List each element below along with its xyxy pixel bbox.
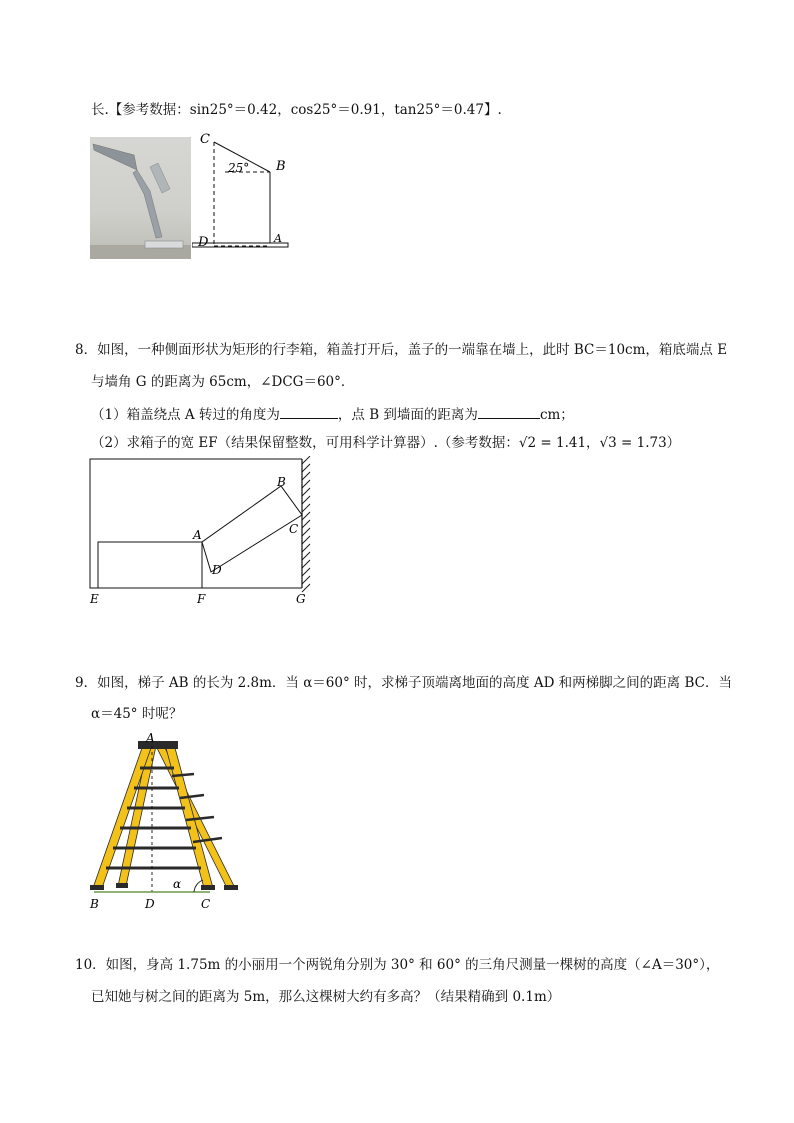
q10-line2: 已知她与树之间的距离为 5m，那么这棵树大约有多高？（结果精确到 0.1m）	[91, 989, 561, 1005]
q8-line2: 与墙角 G 的距离为 65cm，∠DCG＝60°．	[91, 374, 355, 390]
q8-line1: 8．如图，一种侧面形状为矩形的行李箱，箱盖打开后，盖子的一端靠在墙上，此时 BC＝10cm，箱底端点 E	[75, 342, 728, 358]
q7-label-C: C	[200, 132, 210, 147]
q9-line1: 9．如图，梯子 AB 的长为 2.8m．当 α＝60° 时，求梯子顶端离地面的高度 AD 和两梯脚之间的距离 BC．当	[75, 675, 732, 691]
answer-blank-distance[interactable]	[478, 406, 540, 419]
q8-sub1-text-c: cm；	[539, 407, 574, 423]
q9-label-alpha: α	[173, 877, 182, 891]
q7-angle-label: 25°	[228, 161, 250, 175]
q9-label-B: B	[90, 897, 99, 911]
q7-label-B: B	[276, 159, 286, 174]
q8-label-D: D	[212, 563, 222, 577]
desk-lamp-photo	[90, 137, 191, 259]
q8-label-F: F	[197, 592, 206, 606]
q9-label-A: A	[146, 731, 155, 745]
answer-blank-angle[interactable]	[280, 406, 338, 419]
q9-line2: α＝45° 时呢？	[91, 706, 183, 722]
q8-label-C: C	[289, 522, 299, 536]
desk-lamp-illustration	[90, 137, 191, 259]
q8-label-E: E	[90, 592, 99, 606]
q8-suitcase-diagram	[88, 456, 320, 608]
q8-label-A: A	[193, 528, 202, 542]
q7-lamp-diagram	[192, 128, 292, 256]
q8-label-B: B	[277, 475, 286, 489]
q9-ladder-diagram	[86, 728, 261, 914]
q8-sub1-text-b: ，点 B 到墙面的距离为	[337, 407, 478, 423]
q8-label-G: G	[296, 592, 306, 606]
q8-sub1-text-a: （1）箱盖绕点 A 转过的角度为	[91, 407, 280, 423]
q7-label-D: D	[198, 235, 209, 250]
q9-label-D: D	[145, 897, 155, 911]
q8-subquestion-1	[91, 406, 574, 424]
q10-line1: 10．如图，身高 1.75m 的小丽用一个两锐角分别为 30° 和 60° 的三角尺测量一棵树的高度（∠A＝30°），	[75, 957, 720, 973]
q8-subquestion-2: （2）求箱子的宽 EF（结果保留整数，可用科学计算器）.（参考数据：√2 = 1.41，√3 = 1.73）	[91, 435, 681, 451]
q7-reference-data: 长.【参考数据：sin25°＝0.42，cos25°＝0.91，tan25°＝0.47】.	[91, 102, 502, 118]
q7-label-A: A	[274, 232, 282, 245]
q9-label-C: C	[201, 897, 211, 911]
